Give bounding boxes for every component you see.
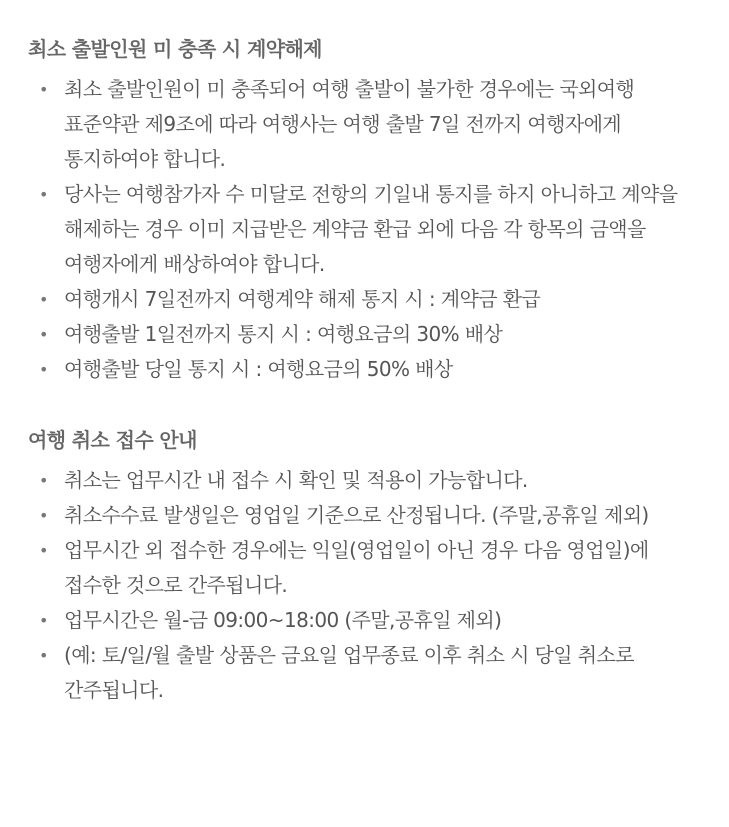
list-item-text: 취소수수료 발생일은 영업일 기준으로 산정됩니다. (주말,공휴일 제외) xyxy=(64,503,649,527)
list-item xyxy=(28,282,699,317)
list-item xyxy=(28,603,699,638)
list-item-text: 취소는 업무시간 내 접수 시 확인 및 적용이 가능합니다. xyxy=(64,468,528,492)
list-item xyxy=(28,638,699,708)
list-item-text: 여행출발 1일전까지 통지 시 : 여행요금의 30% 배상 xyxy=(64,322,503,346)
list-item-text: 당사는 여행참가자 수 미달로 전항의 기일내 통지를 하지 아니하고 계약을 해제하는 경우 이미 지급받은 계약금 환급 외에 다음 각 항목의 금액을 여행자에게 배상하여야 합니다. xyxy=(64,182,678,276)
list-item xyxy=(28,463,699,498)
list-item xyxy=(28,72,699,177)
section-title-minimum-departure: 최소 출발인원 미 충족 시 계약해제 xyxy=(28,37,322,61)
list-item-text: 업무시간은 월-금 09:00~18:00 (주말,공휴일 제외) xyxy=(64,608,502,632)
list-item xyxy=(28,352,699,387)
list-item xyxy=(28,498,699,533)
list-item-text: 여행개시 7일전까지 여행계약 해제 통지 시 : 계약금 환급 xyxy=(64,287,541,311)
list-item xyxy=(28,317,699,352)
section-title-cancellation: 여행 취소 접수 안내 xyxy=(28,428,197,452)
list-item-text: 최소 출발인원이 미 충족되어 여행 출발이 불가한 경우에는 국외여행 표준약관 제9조에 따라 여행사는 여행 출발 7일 전까지 여행자에게 통지하여야 합니다. xyxy=(64,77,635,171)
list-item xyxy=(28,177,699,282)
cancellation-list xyxy=(28,463,699,708)
minimum-departure-list xyxy=(28,72,699,387)
list-item-text: 업무시간 외 접수한 경우에는 익일(영업일이 아닌 경우 다음 영업일)에 접수한 것으로 간주됩니다. xyxy=(64,538,649,597)
list-item-text: 여행출발 당일 통지 시 : 여행요금의 50% 배상 xyxy=(64,357,453,381)
cancellation-section xyxy=(28,425,699,708)
list-item xyxy=(28,533,699,603)
minimum-departure-section xyxy=(28,34,699,387)
list-item-text: (예: 토/일/월 출발 상품은 금요일 업무종료 이후 취소 시 당일 취소로 간주됩니다. xyxy=(64,643,634,702)
